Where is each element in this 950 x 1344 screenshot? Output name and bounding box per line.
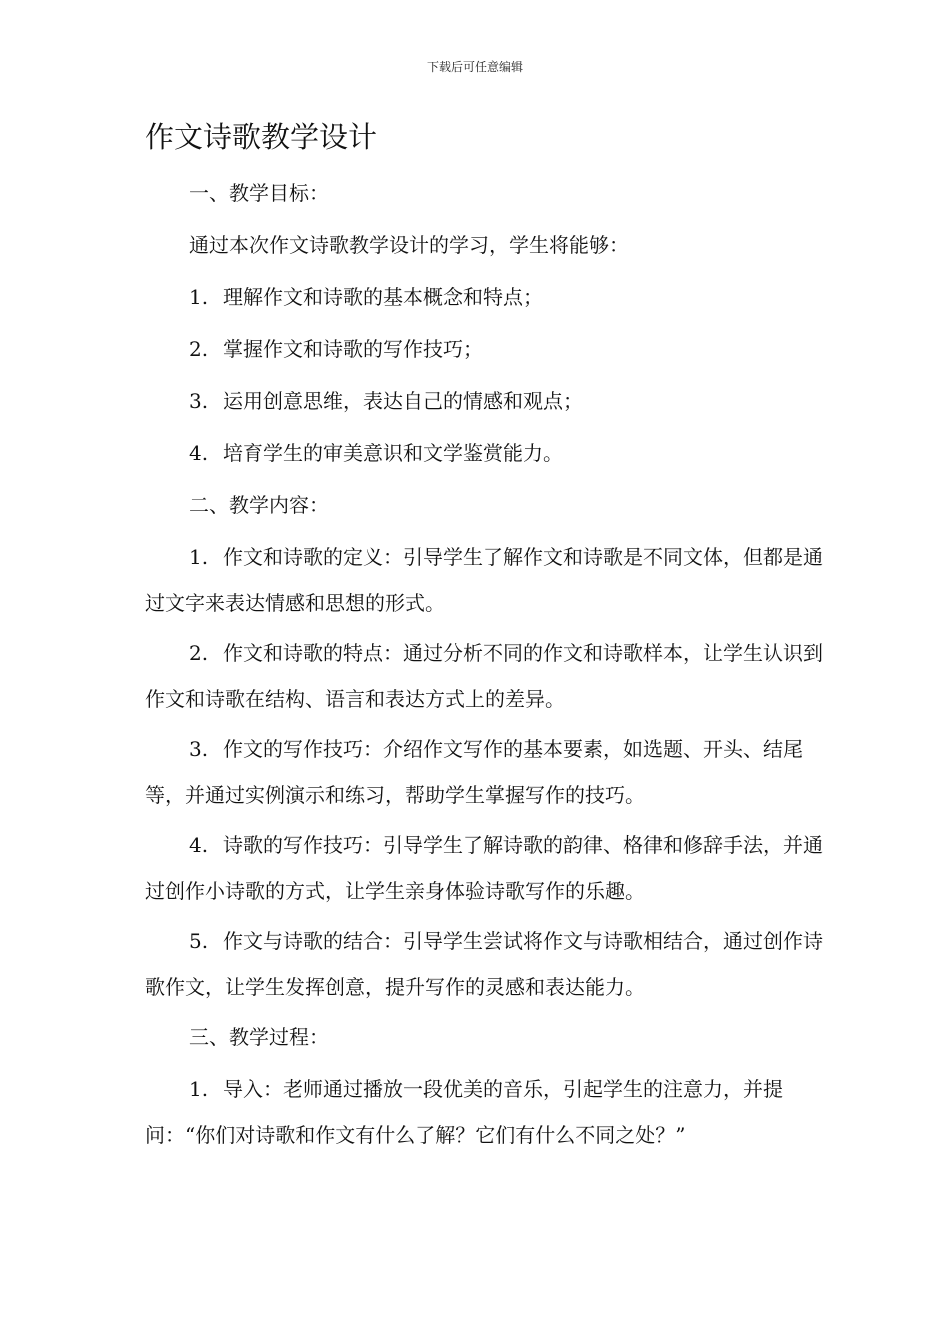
list-item — [145, 918, 825, 1010]
list-number: 3. — [189, 737, 209, 761]
list-item — [145, 378, 825, 424]
paragraph-intro — [145, 222, 825, 268]
paragraph-text: 二、教学内容： — [189, 493, 329, 517]
section-heading-objectives — [145, 170, 825, 216]
paragraph-text: 一、教学目标： — [189, 181, 329, 205]
list-item — [145, 274, 825, 320]
section-heading-content — [145, 482, 825, 528]
list-number: 5. — [189, 929, 209, 953]
list-item — [145, 534, 825, 626]
document-title: 作文诗歌教学设计 — [145, 120, 378, 154]
paragraph-text: 培育学生的审美意识和文学鉴赏能力。 — [223, 441, 563, 465]
list-item — [145, 1066, 825, 1158]
list-number: 3. — [189, 389, 209, 413]
paragraph-text: 作文和诗歌的特点：通过分析不同的作文和诗歌样本，让学生认识到作文和诗歌在结构、语言和表达方式上的差异。 — [145, 641, 823, 711]
paragraph-text: 运用创意思维，表达自己的情感和观点； — [223, 389, 583, 413]
list-item — [145, 430, 825, 476]
list-number: 1. — [189, 545, 209, 569]
paragraph-text: 导入：老师通过播放一段优美的音乐，引起学生的注意力，并提问：“你们对诗歌和作文有什么了解？它们有什么不同之处？” — [145, 1077, 783, 1147]
list-number: 4. — [189, 441, 209, 465]
list-number: 4. — [189, 833, 209, 857]
paragraph-text: 作文与诗歌的结合：引导学生尝试将作文与诗歌相结合，通过创作诗歌作文，让学生发挥创意，提升写作的灵感和表达能力。 — [145, 929, 823, 999]
paragraph-text: 作文和诗歌的定义：引导学生了解作文和诗歌是不同文体，但都是通过文字来表达情感和思想的形式。 — [145, 545, 823, 615]
document-body — [145, 170, 825, 1162]
paragraph-text: 诗歌的写作技巧：引导学生了解诗歌的韵律、格律和修辞手法，并通过创作小诗歌的方式，让学生亲身体验诗歌写作的乐趣。 — [145, 833, 823, 903]
list-item — [145, 630, 825, 722]
paragraph-text: 作文的写作技巧：介绍作文写作的基本要素，如选题、开头、结尾等，并通过实例演示和练习，帮助学生掌握写作的技巧。 — [145, 737, 803, 807]
header-note: 下载后可任意编辑 — [426, 60, 523, 74]
paragraph-text: 三、教学过程： — [189, 1025, 329, 1049]
paragraph-text: 理解作文和诗歌的基本概念和特点； — [223, 285, 543, 309]
list-item — [145, 822, 825, 914]
paragraph-text: 通过本次作文诗歌教学设计的学习，学生将能够： — [189, 233, 629, 257]
list-item — [145, 326, 825, 372]
list-item — [145, 726, 825, 818]
list-number: 2. — [189, 641, 209, 665]
paragraph-text: 掌握作文和诗歌的写作技巧； — [223, 337, 483, 361]
list-number: 2. — [189, 337, 209, 361]
section-heading-process — [145, 1014, 825, 1060]
list-number: 1. — [189, 285, 209, 309]
list-number: 1. — [189, 1077, 209, 1101]
